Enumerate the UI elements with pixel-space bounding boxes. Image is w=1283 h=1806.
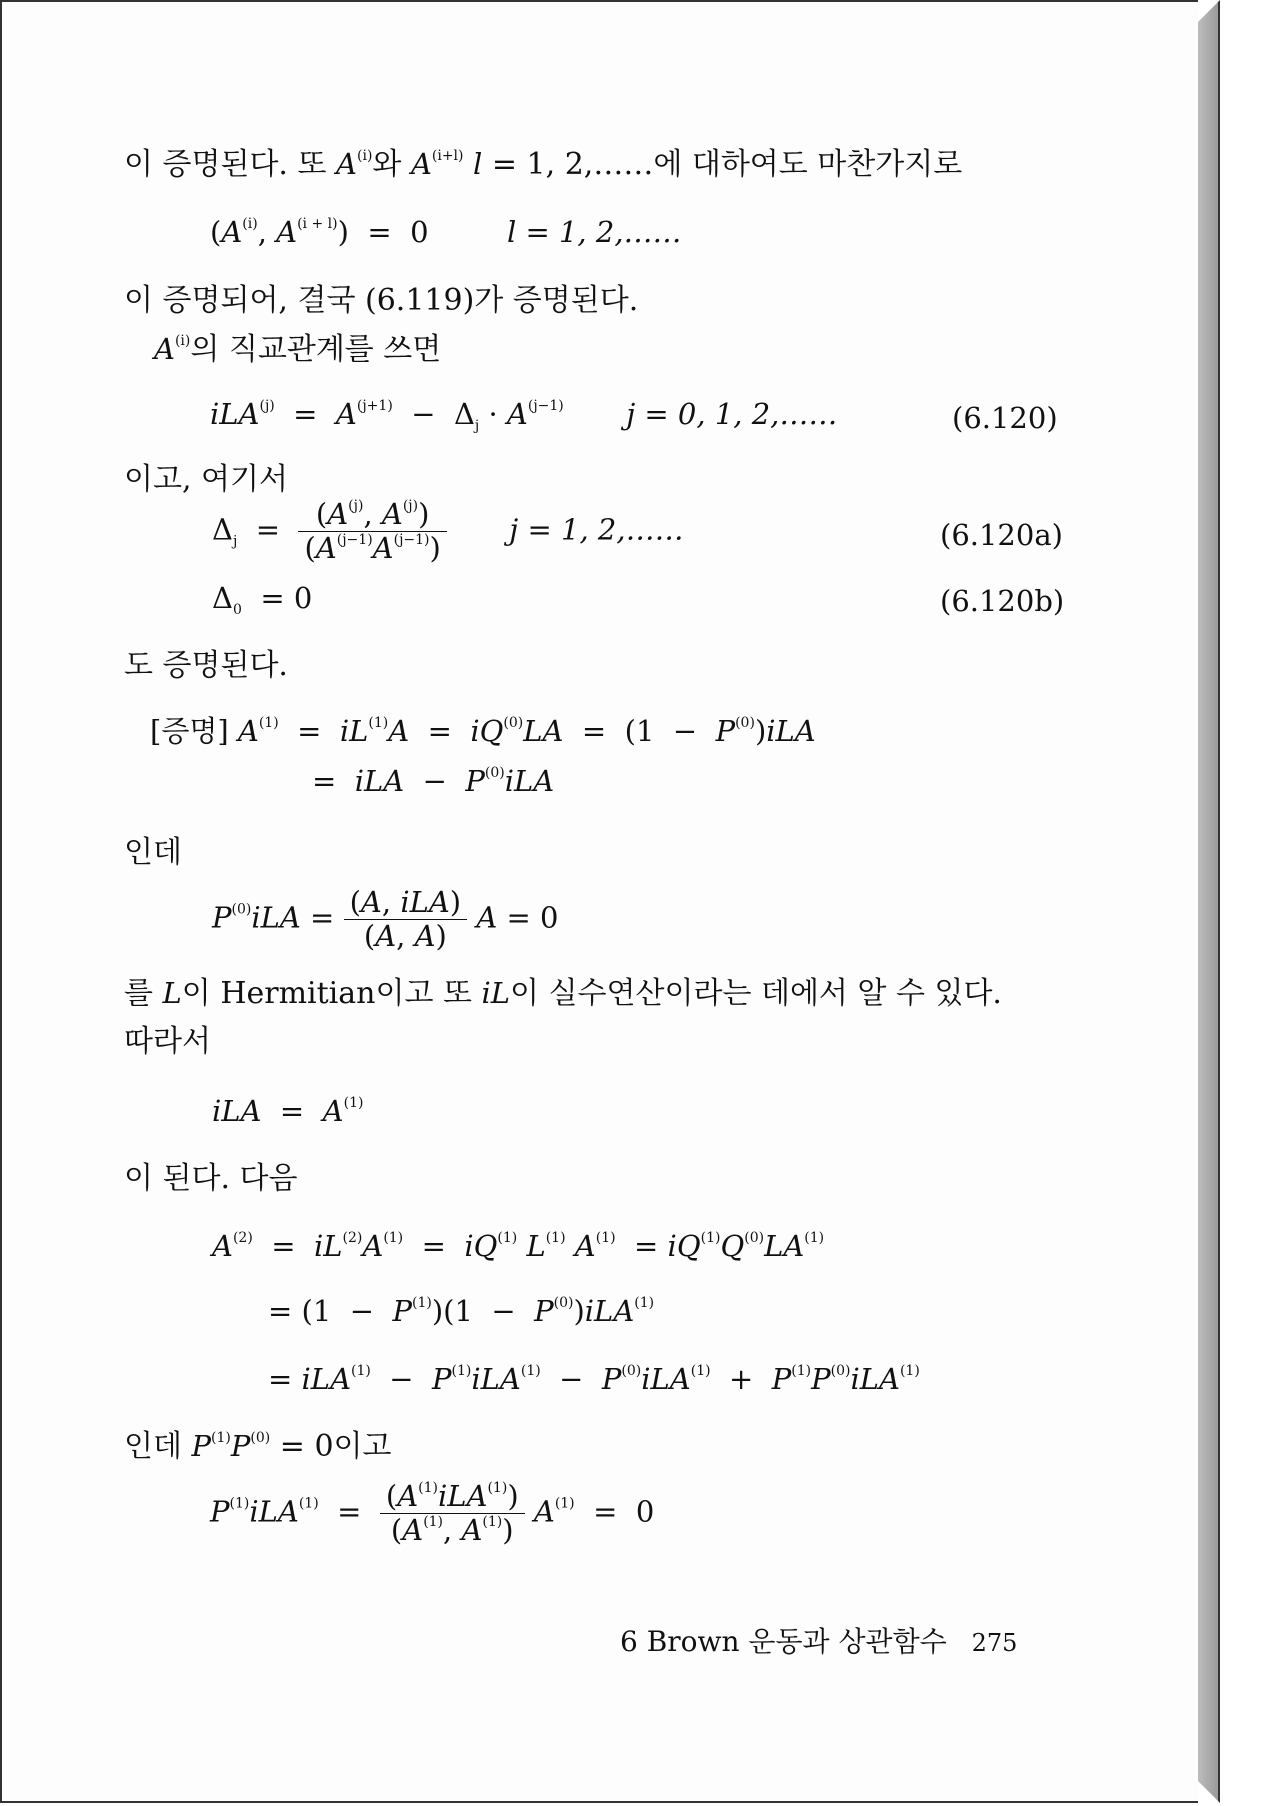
text-line-9: 이 된다. 다음 (124, 1161, 298, 1196)
text-fragment: 의 직교관계를 쓰면 (190, 332, 442, 367)
text-line-3: $A^{(i)}$의 직교관계를 쓰면 (154, 332, 442, 367)
text-line-4: 이고, 여기서 (124, 462, 288, 497)
text-fragment: 와 (372, 147, 402, 182)
text-fragment: 이 증명된다. 또 (124, 147, 327, 182)
equation-a2-line-2: = $(1 - P^{(1)})(1 - P^{(0)})iLA^{(1)}$ (268, 1294, 655, 1328)
fraction-p0: $\frac{\text{(A, iLA)}}{(A, A)}$ (344, 888, 468, 951)
text-fragment: 를 (124, 976, 153, 1011)
equation-condition: l = 1, 2,…… (506, 215, 682, 249)
equation-number-6-120: (6.120) (952, 401, 1058, 435)
text-line-8: 따라서 (124, 1024, 211, 1059)
page-edge-shadow (1198, 0, 1220, 1803)
equation-6-120: $iLA^{(j)} = A^{(j+1)} - \Delta_j \cdot A^{(j-1)}$ j = 0, 1, 2,…… (210, 397, 838, 434)
proof-label: [증명] (150, 714, 229, 748)
equation-rhs: = 0 (260, 581, 313, 615)
text-line-6: 인데 (124, 835, 182, 870)
text-fragment: = 1, 2,……에 대하여도 마찬가지로 (491, 147, 963, 182)
fraction-p1: $\frac{(A^{(1)}iLA^{(1)})}{(A^{(1)}, A^{(1)})}$ (380, 1482, 525, 1545)
text-fragment: 이 Hermitian이고 또 (181, 976, 472, 1011)
equation-p1-ila1: $P^{(1)}iLA^{(1)}$ = $\frac{(A^{(1)}iLA^{(1)})}{(A^{(1)}, A^{(1)})}$ $A^{(1)} = 0$ (210, 1479, 655, 1547)
equation-ila: iLA = $A^{(1)}$ (212, 1094, 364, 1128)
page-number: 275 (971, 1629, 1018, 1657)
text-line-2: 이 증명되어, 결국 (6.119)가 증명된다. (124, 283, 639, 318)
chapter-title: 6 Brown 운동과 상관함수 (620, 1625, 947, 1658)
text-line-10: 인데 $P^{(1)}P^{(0)} = 0$이고 (124, 1429, 392, 1464)
equation-p0-ila: $P^{(0)}iLA$ = $\frac{\text{(A, iLA)}}{(A, A)}$ A = 0 (212, 885, 559, 953)
equation-a2-line-1: $A^{(2)} = iL^{(2)}A^{(1)} = iQ^{(1)}$ $L^{(1)}$ $A^{(1)} = iQ^{(1)}Q^{(0)}LA^{(1)}$ (212, 1229, 825, 1263)
equation-orthogonality: ($A^{(i)}$, $A^{(i + l)}) = 0$ l = 1, 2,…… (210, 215, 682, 249)
fraction-delta: $\frac{(A^{(j)}, A^{(j)})}{(A^{(j-1)}A^{(j-1)})}$ (298, 500, 446, 563)
text-line-1: 이 증명된다. 또 $A^{(i)}$와 $A^{(i+l)}$ l = 1, 2,……에 대하여도 마찬가지로 (124, 147, 963, 182)
equation-a2-line-3: = $iLA^{(1)} - P^{(1)}iLA^{(1)} - P^{(0)}iLA^{(1)} + P^{(1)}P^{(0)}iLA^{(1)}$ (268, 1362, 920, 1396)
running-footer (620, 1620, 1017, 1660)
equation-condition: j = 0, 1, 2,…… (626, 397, 838, 431)
equation-condition: j = 1, 2,…… (509, 512, 684, 547)
proof-line-1: [증명] $A^{(1)} = iL^{(1)}A = iQ^{(0)}LA = (1 - P^{(0)})iLA$ (150, 714, 816, 748)
text-line-5: 도 증명된다. (124, 648, 288, 683)
text-fragment: 이 실수연산이라는 데에서 알 수 있다. (510, 976, 1002, 1011)
equation-6-120a: $\Delta_j$ = $\frac{(A^{(j)}, A^{(j)})}{(A^{(j-1)}A^{(j-1)})}$ j = 1, 2,…… (212, 497, 684, 565)
proof-line-2: = iLA − $P^{(0)}iLA$ (312, 764, 555, 798)
text-fragment: = 0이고 (279, 1429, 392, 1464)
equation-number-6-120a: (6.120a) (940, 518, 1063, 552)
text-fragment: 인데 (124, 1429, 182, 1464)
equation-number-6-120b: (6.120b) (940, 584, 1065, 618)
text-line-7: 를 L이 Hermitian이고 또 iL이 실수연산이라는 데에서 알 수 있다. (124, 976, 1002, 1011)
equation-6-120b: $\Delta_0 = 0$ (212, 581, 313, 618)
